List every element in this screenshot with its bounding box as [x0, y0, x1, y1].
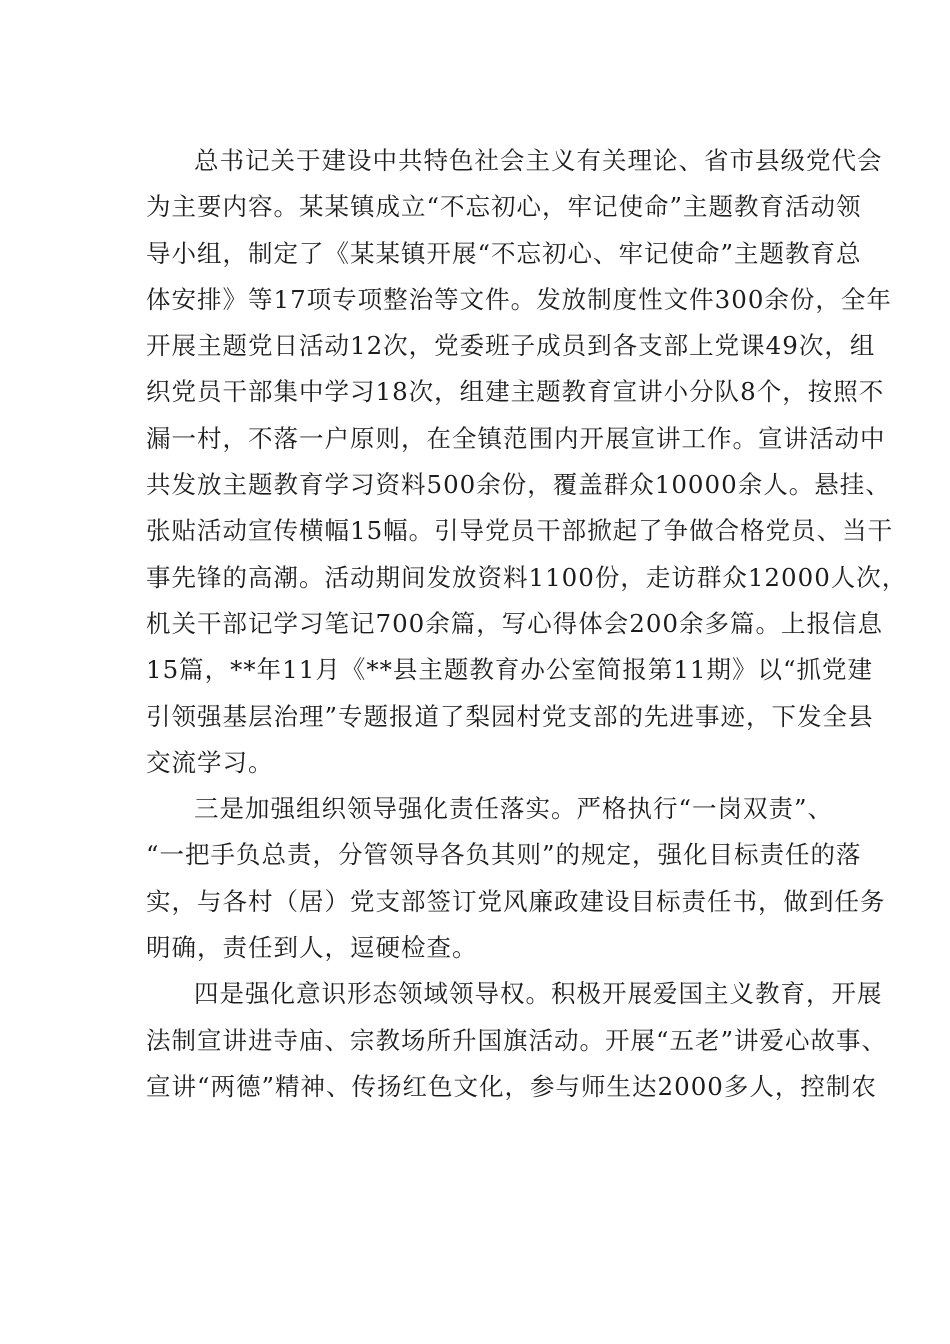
text-line: 共发放主题教育学习资料500余份，覆盖群众10000余人。悬挂、 — [146, 470, 891, 500]
text-line: 明确，责任到人，逗硬检查。 — [146, 933, 478, 963]
text-line: 交流学习。 — [146, 747, 274, 777]
text-line: 总书记关于建设中共特色社会主义有关理论、省市县级党代会 — [194, 146, 883, 175]
text-line: 机关干部记学习笔记700余篇，写心得体会200余多篇。上报信息 — [146, 608, 884, 638]
text-line: “一把手负总责，分管领导各负其则”的规定，强化目标责任的落 — [146, 840, 862, 870]
text-line: 开展主题党日活动12次，党委班子成员到各支部上党课49次，组 — [146, 331, 876, 361]
text-line: 漏一村，不落一户原则，在全镇范围内开展宣讲工作。宣讲活动中 — [146, 423, 886, 453]
text-line: 三是加强组织领导强化责任落实。严格执行“一岗双责”、 — [194, 794, 834, 824]
text-line: 宣讲“两德”精神、传扬红色文化，参与师生达2000多人，控制农 — [146, 1071, 877, 1101]
text-line: 四是强化意识形态领域领导权。积极开展爱国主义教育，开展 — [194, 979, 883, 1009]
document-body — [146, 138, 908, 1110]
text-line: 法制宣讲进寺庙、宗教场所升国旗活动。开展“五老”讲爱心故事、 — [146, 1025, 888, 1055]
text-line: 体安排》等17项专项整治等文件。发放制度性文件300余份，全年 — [146, 284, 892, 314]
text-line: 实，与各村（居）党支部签订党风廉政建设目标责任书，做到任务 — [146, 886, 886, 916]
text-line: 事先锋的高潮。活动期间发放资料1100份，走访群众12000人次， — [146, 562, 908, 592]
text-line: 引领强基层治理”专题报道了梨园村党支部的先进事迹，下发全县 — [146, 701, 874, 731]
text-line: 为主要内容。某某镇成立“不忘初心，牢记使命”主题教育活动领 — [146, 192, 862, 222]
text-line: 织党员干部集中学习18次，组建主题教育宣讲小分队8个，按照不 — [146, 377, 885, 407]
text-line: 导小组，制定了《某某镇开展“不忘初心、牢记使命”主题教育总 — [146, 238, 862, 268]
text-line: 张贴活动宣传横幅15幅。引导党员干部掀起了争做合格党员、当干 — [146, 516, 894, 546]
text-line: 15篇，**年11月《**县主题教育办公室简报第11期》以“抓党建 — [146, 655, 874, 685]
